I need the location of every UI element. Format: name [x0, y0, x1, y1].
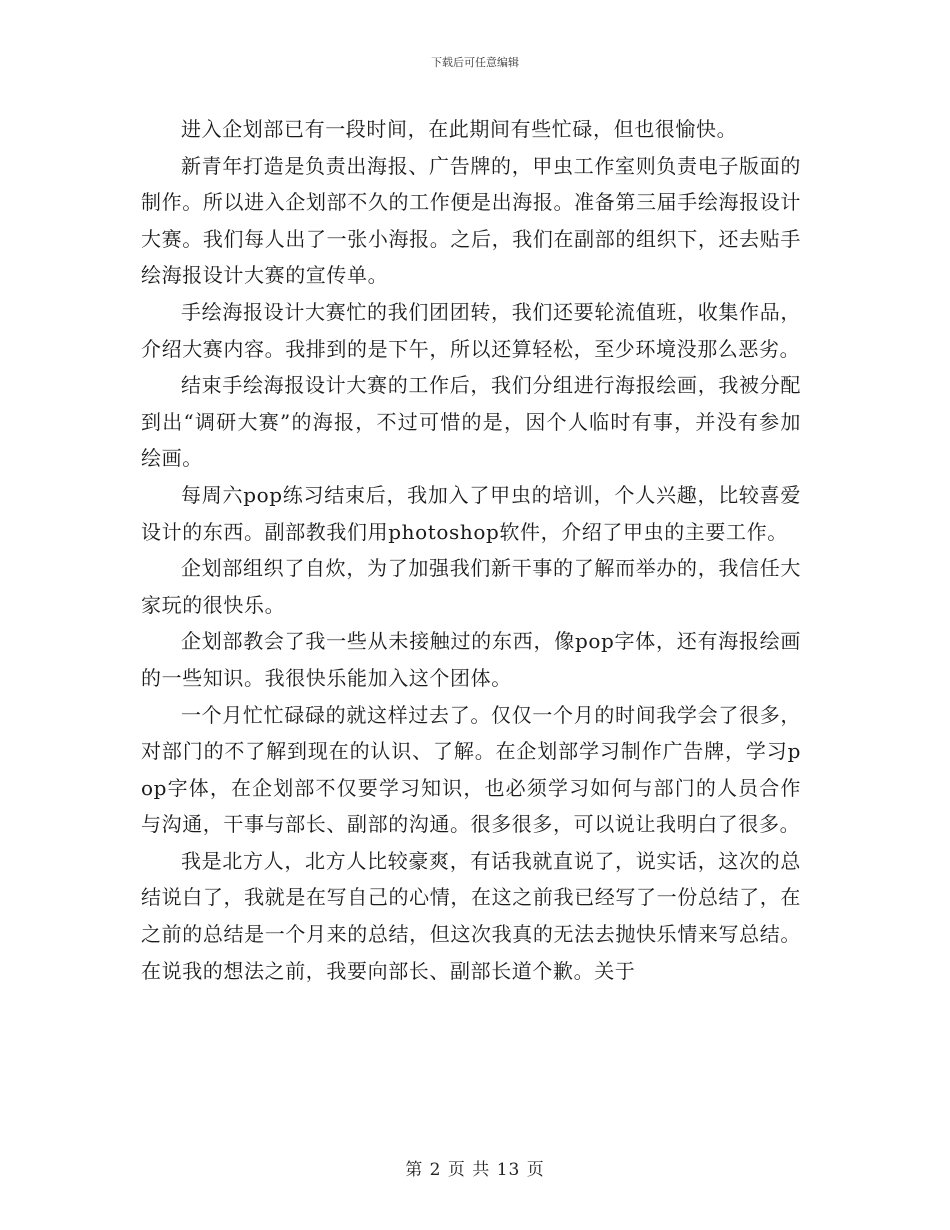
page-header: 下载后可任意编辑 [431, 56, 519, 69]
paragraph-9: 我是北方人，北方人比较豪爽，有话我就直说了，说实话，这次的总结说白了，我就是在写自己的心情，在这之前我已经写了一份总结了，在之前的总结是一个月来的总结，但这次我真的无法去抛快乐情来写总结。在说我的想法之前，我要向部长、副部长道个歉。关于 [141, 848, 801, 983]
paragraph-6: 企划部组织了自炊，为了加强我们新干事的了解而举办的，我信任大家玩的很快乐。 [141, 556, 801, 617]
paragraph-2: 新青年打造是负责出海报、广告牌的，甲虫工作室则负责电子版面的制作。所以进入企划部不久的工作便是出海报。准备第三届手绘海报设计大赛。我们每人出了一张小海报。之后，我们在副部的组织下，还去贴手绘海报设计大赛的宣传单。 [141, 153, 801, 288]
paragraph-8: 一个月忙忙碌碌的就这样过去了。仅仅一个月的时间我学会了很多，对部门的不了解到现在的认识、了解。在企划部学习制作广告牌，学习pop字体，在企划部不仅要学习知识，也必须学习如何与部门的人员合作与沟通，干事与部长、副部的沟通。很多很多，可以说让我明白了很多。 [141, 702, 801, 837]
paragraph-7: 企划部教会了我一些从未接触过的东西，像pop字体，还有海报绘画的一些知识。我很快乐能加入这个团体。 [141, 629, 801, 690]
paragraph-4: 结束手绘海报设计大赛的工作后，我们分组进行海报绘画，我被分配到出“调研大赛”的海报，不过可惜的是，因个人临时有事，并没有参加绘画。 [141, 373, 801, 471]
document-body [141, 111, 801, 989]
paragraph-3: 手绘海报设计大赛忙的我们团团转，我们还要轮流值班，收集作品，介绍大赛内容。我排到的是下午，所以还算轻松，至少环境没那么恶劣。 [141, 299, 801, 361]
page-number: 第 2 页 共 13 页 [405, 1160, 545, 1180]
paragraph-1: 进入企划部已有一段时间，在此期间有些忙碌，但也很愉快。 [181, 117, 738, 141]
paragraph-5: 每周六pop练习结束后，我加入了甲虫的培训，个人兴趣，比较喜爱设计的东西。副部教我们用photoshop软件，介绍了甲虫的主要工作。 [141, 482, 801, 544]
